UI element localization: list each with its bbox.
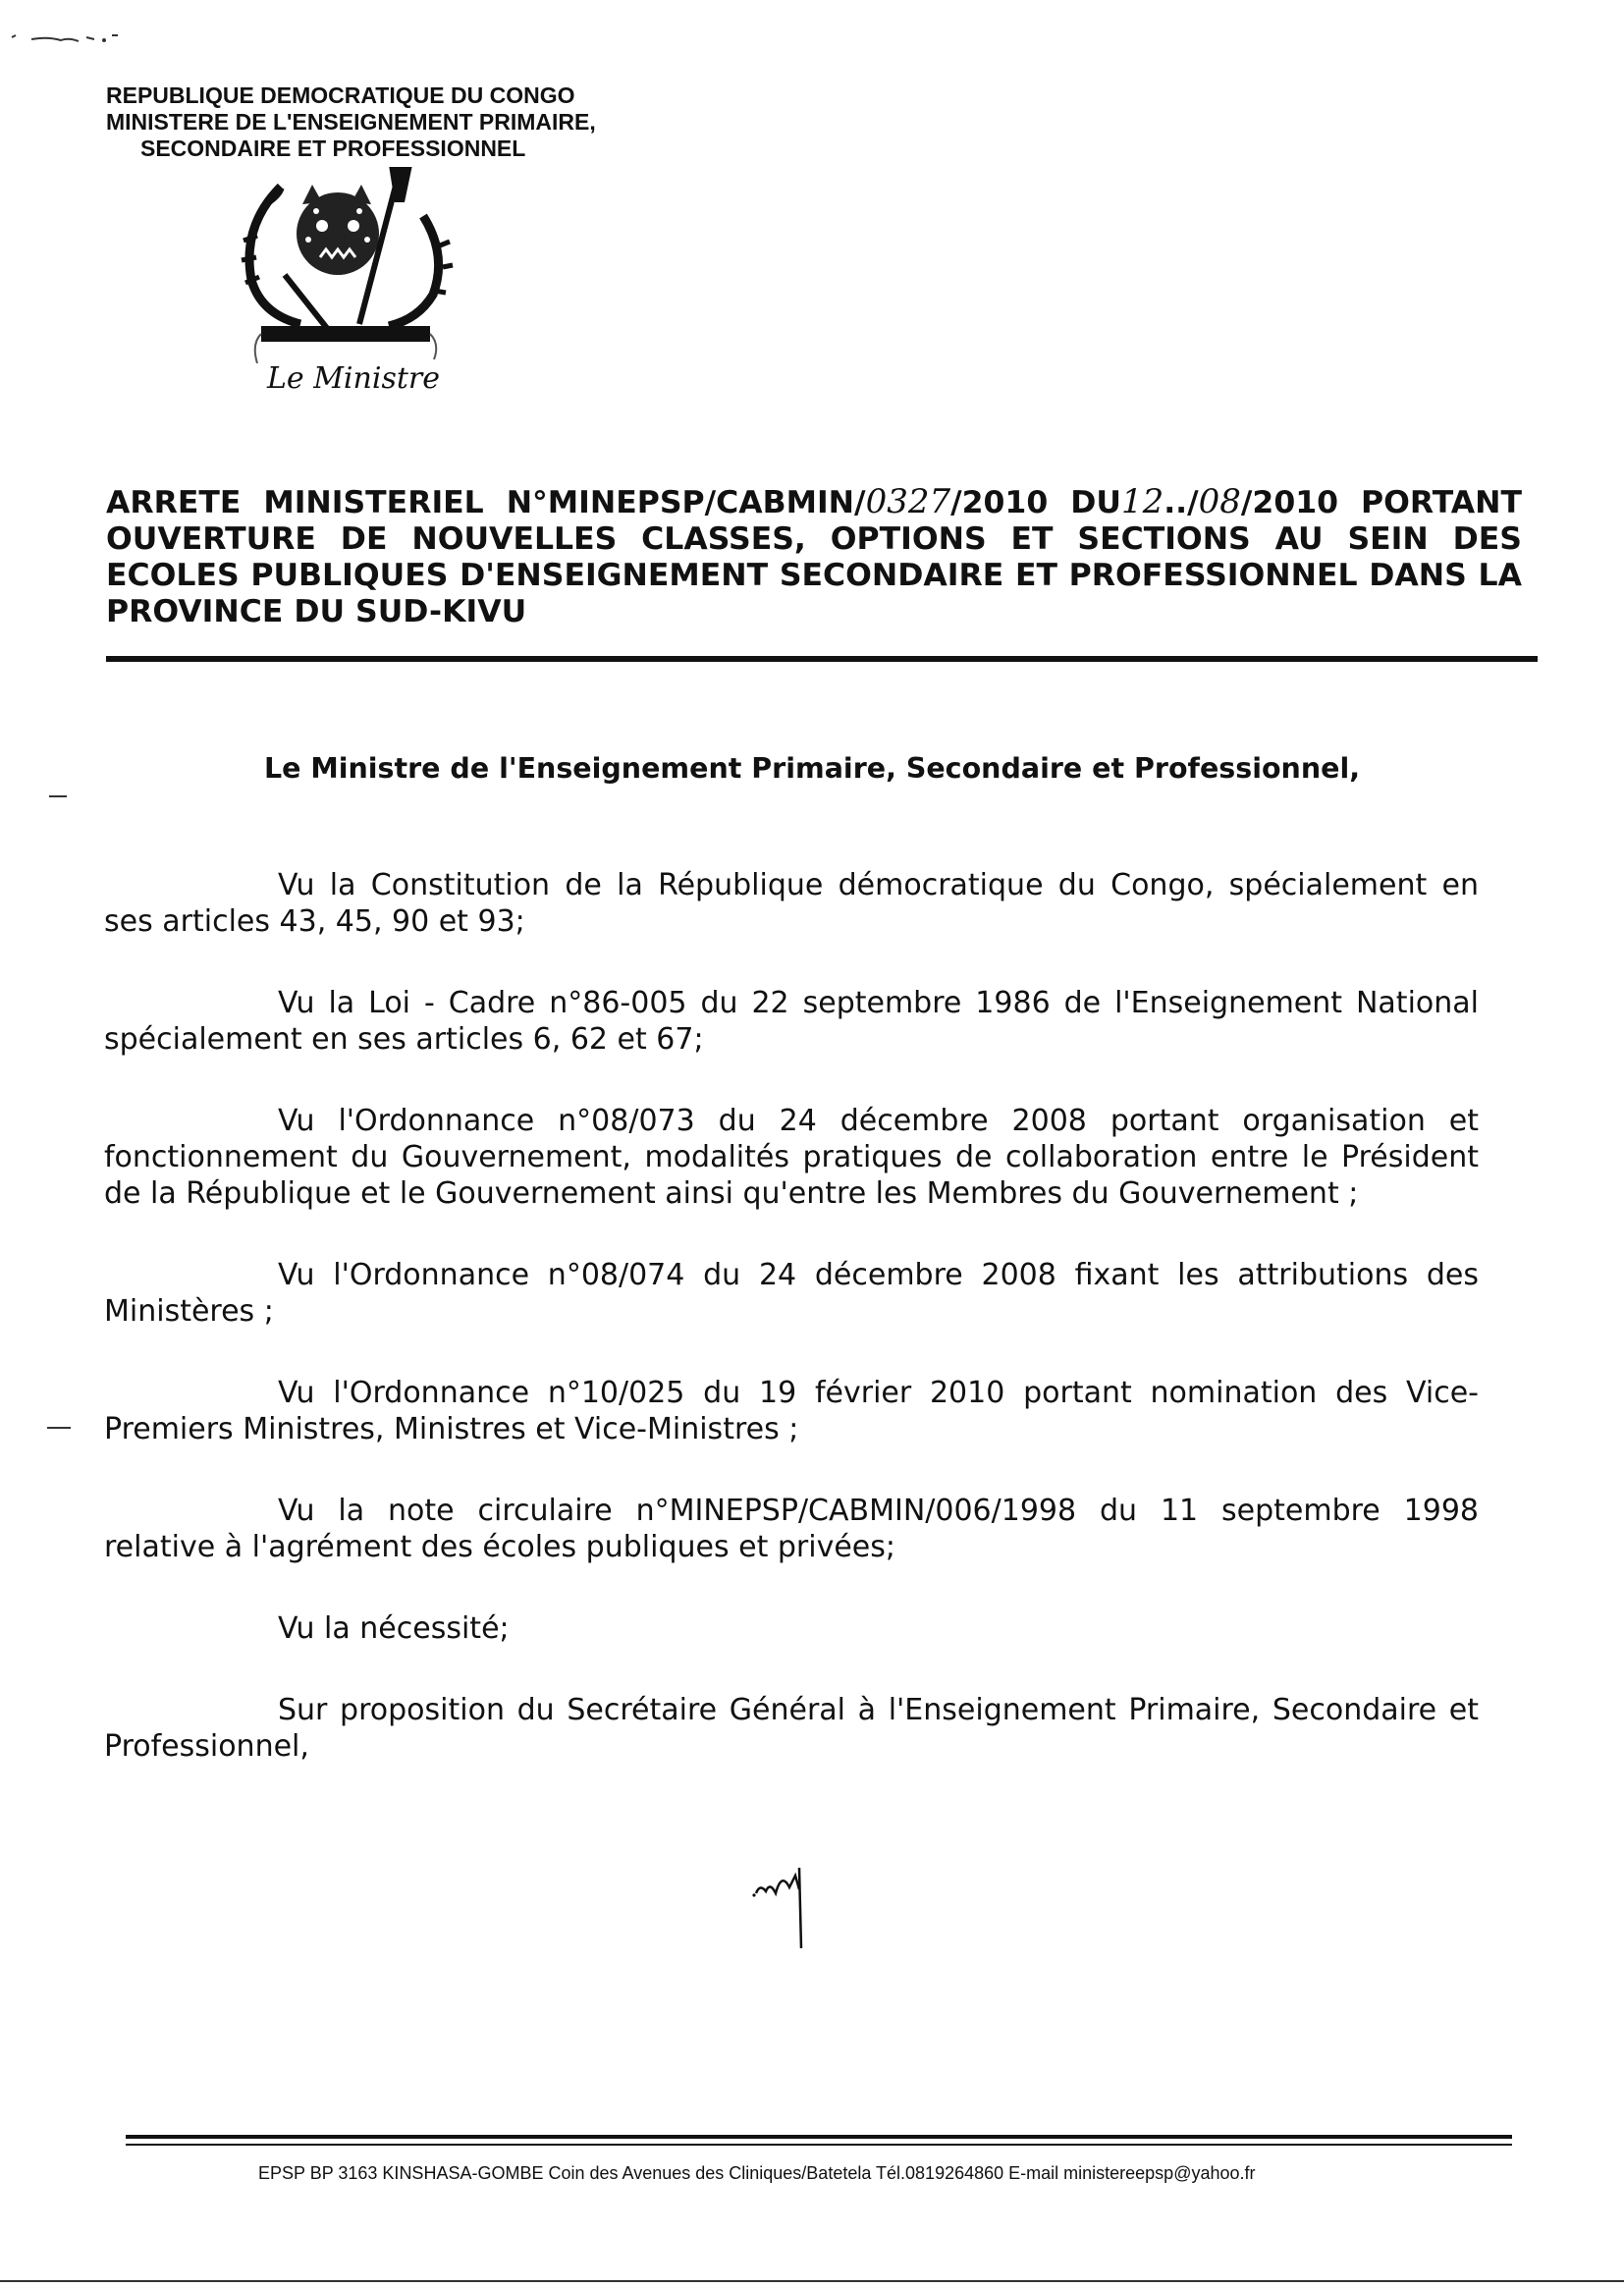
decree-title xyxy=(106,484,1522,630)
footer-divider-thin xyxy=(126,2144,1512,2146)
consideration-paragraph: Vu la note circulaire n°MINEPSP/CABMIN/006/1998 du 11 septembre 1998 relative à l'agrément des écoles publiques et privées; xyxy=(104,1494,1479,1564)
decree-number-handwritten: 0327 xyxy=(865,482,951,521)
decree-day-handwritten: 12 xyxy=(1120,482,1164,521)
footer-contact: EPSP BP 3163 KINSHASA-GOMBE Coin des Avenues des Cliniques/Batetela Tél.0819264860 E-mail ministereepsp@yahoo.fr xyxy=(258,2163,1256,2183)
consideration-paragraph: Vu l'Ordonnance n°08/073 du 24 décembre 2008 portant organisation et fonctionnement du Gouvernement, modalités pratiques de collaboration entre le Président de la République et le Gouvernement ainsi qu'entre les Membres du Gouvernement ; xyxy=(104,1104,1479,1211)
margin-tick-mark xyxy=(49,795,67,797)
decree-title-prefix: ARRETE MINISTERIEL N°MINEPSP/CABMIN/ xyxy=(106,485,866,520)
page-bottom-edge xyxy=(0,2280,1624,2282)
title-divider xyxy=(106,656,1538,662)
header-country: REPUBLIQUE DEMOCRATIQUE DU CONGO xyxy=(106,82,575,108)
decree-title-year: /2010 DU xyxy=(950,485,1121,520)
footer-divider xyxy=(126,2135,1512,2139)
decree-month-handwritten: 08 xyxy=(1198,482,1241,521)
decree-title-separator: ../ xyxy=(1164,485,1199,520)
header-ministry: MINISTERE DE L'ENSEIGNEMENT PRIMAIRE, xyxy=(106,109,596,135)
margin-tick-mark xyxy=(47,1427,71,1429)
consideration-paragraph: Vu la nécessité; xyxy=(278,1611,510,1646)
addressee-line: Le Ministre de l'Enseignement Primaire, Secondaire et Professionnel, xyxy=(263,752,1361,785)
consideration-paragraph: Vu la Constitution de la République démocratique du Congo, spécialement en ses articles 43, 45, 90 et 93; xyxy=(104,868,1479,939)
consideration-paragraph: Vu l'Ordonnance n°10/025 du 19 février 2010 portant nomination des Vice-Premiers Ministres, Ministres et Vice-Ministres ; xyxy=(104,1376,1479,1446)
decree-title-subject: /2010 PORTANT OUVERTURE DE NOUVELLES CLASSES, OPTIONS ET SECTIONS AU SEIN DES ECOLES PUBLIQUES D'ENSEIGNEMENT SECONDAIRE ET PROFESSIONNEL DANS LA PROVINCE DU SUD-KIVU xyxy=(106,485,1522,629)
consideration-paragraph: Vu la Loi - Cadre n°86-005 du 22 septembre 1986 de l'Enseignement National spécialement en ses articles 6, 62 et 67; xyxy=(104,986,1479,1057)
handwritten-initials-icon xyxy=(750,1854,829,1952)
ministry-header xyxy=(106,82,715,162)
consideration-paragraph: Sur proposition du Secrétaire Général à l'Enseignement Primaire, Secondaire et Professionnel, xyxy=(104,1693,1479,1764)
leopard-emblem-icon xyxy=(222,167,467,363)
header-ministry-continued: SECONDAIRE ET PROFESSIONNEL xyxy=(140,136,526,161)
considerations-list xyxy=(104,867,1479,1810)
minister-script-signature: Le Ministre xyxy=(267,361,440,396)
consideration-paragraph: Vu l'Ordonnance n°08/074 du 24 décembre 2008 fixant les attributions des Ministères ; xyxy=(104,1258,1479,1329)
scan-artifact-marks xyxy=(10,27,157,47)
